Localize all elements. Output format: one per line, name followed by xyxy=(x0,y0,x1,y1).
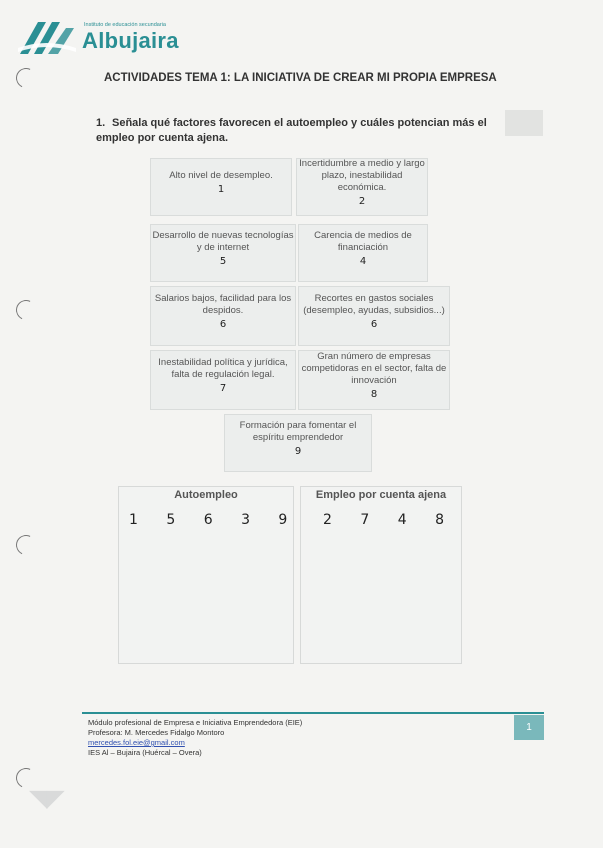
footer xyxy=(88,718,302,758)
question-number: 1. xyxy=(96,117,106,129)
factor-label: Alto nivel de desempleo. xyxy=(169,170,273,181)
empleo-ajena-answer: 2 7 4 8 xyxy=(323,512,456,528)
factor-label: Formación para fomentar el espíritu emprendedor xyxy=(239,420,357,443)
factor-box xyxy=(298,224,428,282)
punch-hole-icon xyxy=(13,532,39,558)
institute-name: Albujaira xyxy=(82,28,179,53)
factor-mark: 8 xyxy=(370,389,378,400)
page-number-badge: 1 xyxy=(514,715,544,740)
institute-small-text: Instituto de educación secundaria xyxy=(84,22,166,28)
question-1 xyxy=(96,116,516,146)
factor-mark: 7 xyxy=(219,383,227,394)
empleo-ajena-heading: Empleo por cuenta ajena xyxy=(315,489,447,501)
factor-label: Recortes en gastos sociales (desempleo, ayudas, subsidios...) xyxy=(303,293,445,316)
punch-hole-icon xyxy=(13,65,39,91)
factor-box xyxy=(224,414,372,472)
question-text: Señala qué factores favorecen el autoempleo y cuáles potencian más el empleo por cuenta ajena. xyxy=(96,117,487,144)
footer-school: IES Al – Bujaira (Huércal – Overa) xyxy=(88,748,202,757)
empleo-ajena-column xyxy=(300,486,462,664)
autoempleo-column xyxy=(118,486,300,664)
bleed-through-logo-icon: ◢◣ xyxy=(30,789,64,814)
factor-mark: 2 xyxy=(358,196,366,207)
page-title: ACTIVIDADES TEMA 1: LA INICIATIVA DE CREAR MI PROPIA EMPRESA xyxy=(104,72,497,84)
factor-label: Gran número de empresas competidoras en el sector, falta de innovación xyxy=(301,351,447,386)
school-logo xyxy=(18,14,218,58)
factor-mark: 4 xyxy=(359,256,367,267)
factor-box xyxy=(296,158,428,216)
logo-mark-icon xyxy=(18,18,76,56)
factor-box xyxy=(150,286,296,346)
factor-mark: 5 xyxy=(219,256,227,267)
factor-label: Carencia de medios de financiación xyxy=(314,230,412,253)
factor-box xyxy=(150,350,296,410)
footer-email-link[interactable]: mercedes.fol.eie@gmail.com xyxy=(88,738,185,747)
autoempleo-answer: 1 5 6 3 9 xyxy=(129,512,300,528)
punch-hole-icon xyxy=(13,765,39,791)
factor-mark: 6 xyxy=(219,319,227,330)
factor-box xyxy=(298,350,450,410)
footer-teacher: Profesora: M. Mercedes Fidalgo Montoro xyxy=(88,728,225,737)
factor-box xyxy=(150,158,292,216)
autoempleo-heading: Autoempleo xyxy=(174,489,238,501)
factor-mark: 9 xyxy=(294,446,302,457)
factor-label: Incertidumbre a medio y largo plazo, inestabilidad económica. xyxy=(299,158,425,193)
factor-label: Desarrollo de nuevas tecnologías y de internet xyxy=(152,230,294,253)
factor-label: Salarios bajos, facilidad para los despidos. xyxy=(154,293,292,316)
footer-module: Módulo profesional de Empresa e Iniciativa Emprendedora (EIE) xyxy=(88,718,303,727)
factor-mark: 6 xyxy=(370,319,378,330)
factor-box xyxy=(150,224,296,282)
factor-box xyxy=(298,286,450,346)
factor-mark: 1 xyxy=(217,184,225,195)
punch-hole-icon xyxy=(13,297,39,323)
footer-divider xyxy=(82,712,544,714)
factor-label: Inestabilidad política y jurídica, falta de regulación legal. xyxy=(158,357,288,380)
